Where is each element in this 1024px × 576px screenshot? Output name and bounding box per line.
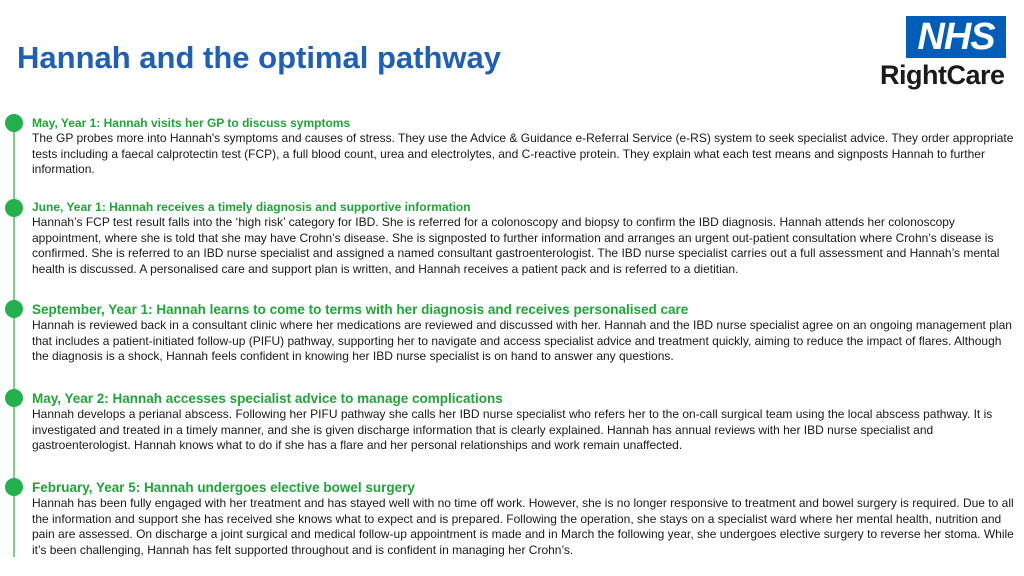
rightcare-logo-text: RightCare	[880, 60, 1005, 90]
entry-heading: February, Year 5: Hannah undergoes elective bowel surgery	[32, 480, 415, 495]
timeline-entry	[32, 479, 1017, 558]
timeline-entry	[32, 116, 1017, 178]
timeline-entry	[32, 301, 1017, 365]
timeline-entry	[32, 390, 1017, 454]
entry-body: Hannah is reviewed back in a consultant clinic where her medications are reviewed and discussed with her. Hannah and the IBD nurse specialist agree on an ongoing management plan that includes a patient-initiated follow-up (PIFU) pathway, supporting her to navigate and access specialist advice and treatment quickly, aiming to reduce the impact of flares. Although the diagnosis is a shock, Hannah feels confident in knowing her IBD nurse specialist is on hand to answer any questions.	[32, 318, 1012, 363]
timeline-dot	[5, 389, 23, 407]
entry-heading: September, Year 1: Hannah learns to come to terms with her diagnosis and receives personalised care	[32, 302, 689, 317]
nhs-rightcare-logo	[878, 16, 1008, 94]
timeline-entry	[32, 200, 1017, 277]
page-title: Hannah and the optimal pathway	[17, 40, 501, 75]
entry-heading: June, Year 1: Hannah receives a timely diagnosis and supportive information	[32, 200, 471, 214]
nhs-logo-box	[906, 16, 1006, 58]
entry-body: Hannah has been fully engaged with her treatment and has stayed well with no time off work. However, she is no longer responsive to treatment and bowel surgery is required. Due to all the information and support she has received she knows what to expect and is prepared. Following the operation, she stays on a specialist ward where her mental health, nutrition and pain are assessed. On discharge a joint surgical and medical follow-up appointment is made and in March the following year, she undergoes elective surgery to reverse her stoma. While it’s been challenging, Hannah has felt supported throughout and is confident in managing her Crohn’s.	[32, 496, 1014, 557]
entry-heading: May, Year 1: Hannah visits her GP to discuss symptoms	[32, 116, 351, 130]
entry-body: The GP probes more into Hannah's symptoms and causes of stress. They use the Advice & Guidance e-Referral Service (e-RS) system to seek specialist advice. They order appropriate tests including a faecal calprotectin test (FCP), a full blood count, urea and electrolytes, and C-reactive protein. They explain what each test means and signposts Hannah to further information.	[32, 131, 1014, 176]
timeline-dot	[5, 114, 23, 132]
timeline-dot	[5, 300, 23, 318]
entry-body: Hannah’s FCP test result falls into the ‘high risk’ category for IBD. She is referred for a colonoscopy and biopsy to confirm the IBD diagnosis. Hannah attends her colonoscopy appointment, where she is told that she may have Crohn’s disease. She is signposted to further information and arranges an urgent out-patient consultation where Crohn’s disease is confirmed. She is referred to an IBD nurse specialist and assigned a named consultant gastroenterologist. The IBD nurse specialist carries out a full assessment and Hannah’s mental health is discussed. A personalised care and support plan is written, and Hannah receives a patient pack and is referred to a dietitian.	[32, 215, 1000, 276]
timeline-dot	[5, 478, 23, 496]
entry-heading: May, Year 2: Hannah accesses specialist advice to manage complications	[32, 391, 503, 406]
nhs-logo-text: NHS	[917, 16, 995, 58]
entry-body: Hannah develops a perianal abscess. Following her PIFU pathway she calls her IBD nurse specialist who refers her to the on-call surgical team using the local abscess pathway. It is investigated and treated in a timely manner, and she is given discharge information that is clearly explained. Hannah has annual reviews with her IBD nurse specialist and gastroenterologist. Hannah knows what to do if she has a flare and her personal relationships and work remain unaffected.	[32, 407, 993, 452]
timeline-dot	[5, 199, 23, 217]
